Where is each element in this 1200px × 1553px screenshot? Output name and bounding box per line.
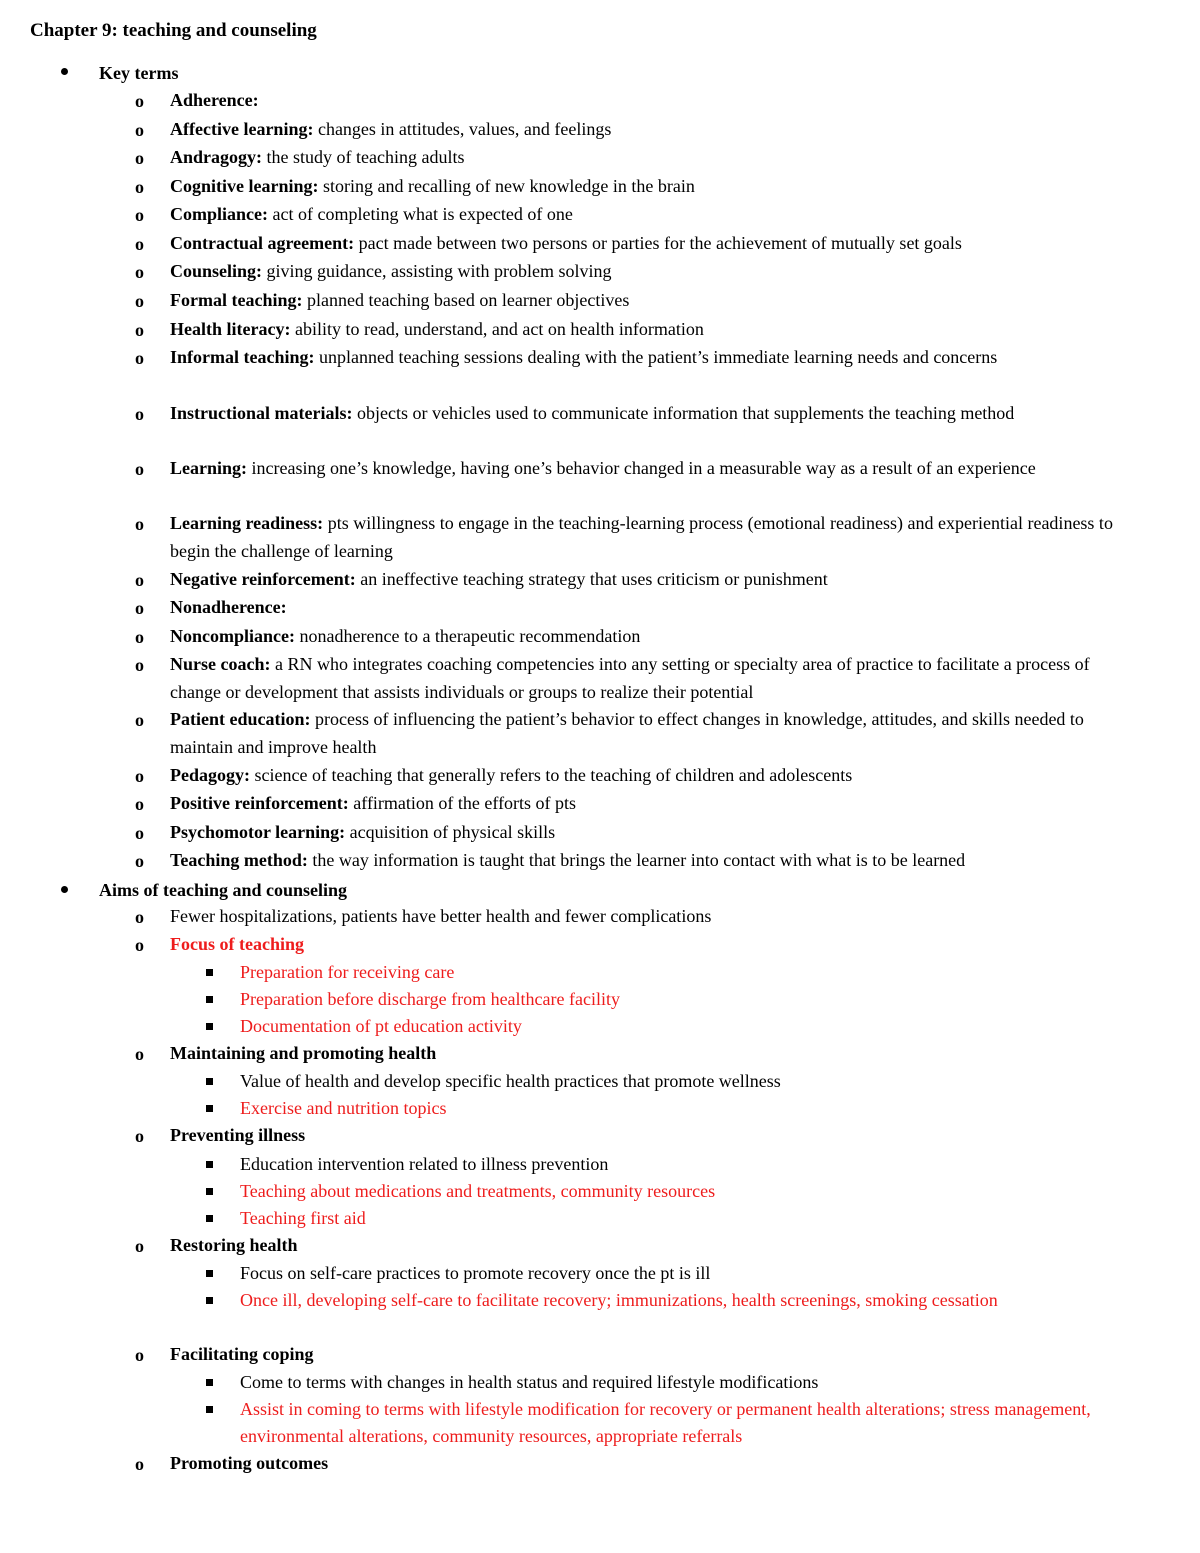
aim-item: Maintaining and promoting health (170, 1043, 437, 1063)
list-marker-icon: o (135, 120, 144, 140)
term-label: Formal teaching: (170, 290, 303, 310)
list-marker-icon: o (135, 1044, 144, 1064)
key-term-item (170, 622, 1130, 650)
key-term-item (170, 761, 1130, 789)
key-term-item (170, 846, 1130, 874)
term-label: Adherence: (170, 90, 259, 110)
term-label: Teaching method: (170, 850, 308, 870)
list-marker-icon: o (135, 823, 144, 843)
aim-item: Fewer hospitalizations, patients have better health and fewer complications (170, 906, 712, 926)
term-definition: increasing one’s knowledge, having one’s behavior changed in a measurable way as a result of an experience (247, 458, 1036, 478)
aim-item: Preventing illness (170, 1125, 306, 1145)
aim-subitem: Preparation for receiving care (240, 962, 455, 982)
bullet-icon (61, 68, 68, 75)
list-marker-icon: o (135, 91, 144, 111)
term-label: Health literacy: (170, 319, 291, 339)
list-marker-icon: o (135, 320, 144, 340)
key-term-item (170, 509, 1130, 565)
aim-subitem: Documentation of pt education activity (240, 1016, 522, 1036)
term-label: Noncompliance: (170, 626, 295, 646)
list-marker-icon: o (135, 205, 144, 225)
key-term-item (170, 818, 1130, 846)
list-marker-icon: o (135, 851, 144, 871)
aim-subitem: Focus on self-care practices to promote recovery once the pt is ill (240, 1263, 711, 1283)
square-bullet-icon (206, 1188, 213, 1195)
term-label: Cognitive learning: (170, 176, 319, 196)
square-bullet-icon (206, 996, 213, 1003)
term-definition: storing and recalling of new knowledge in the brain (318, 176, 695, 196)
square-bullet-icon (206, 969, 213, 976)
term-label: Pedagogy: (170, 765, 250, 785)
key-term-item (170, 257, 1130, 285)
section-heading: Aims of teaching and counseling (99, 880, 348, 900)
aim-subitem: Education intervention related to illness prevention (240, 1154, 609, 1174)
key-term-item (170, 86, 1130, 114)
term-definition: an ineffective teaching strategy that uses criticism or punishment (355, 569, 828, 589)
list-marker-icon: o (135, 1454, 144, 1474)
aim-item: Restoring health (170, 1235, 298, 1255)
aim-subitem: Preparation before discharge from healthcare facility (240, 989, 620, 1009)
key-term-item (170, 789, 1130, 817)
bullet-icon (61, 886, 68, 893)
list-marker-icon: o (135, 262, 144, 282)
list-marker-icon: o (135, 404, 144, 424)
term-definition: nonadherence to a therapeutic recommendation (295, 626, 641, 646)
square-bullet-icon (206, 1270, 213, 1277)
list-marker-icon: o (135, 766, 144, 786)
term-definition: acquisition of physical skills (345, 822, 556, 842)
list-marker-icon: o (135, 598, 144, 618)
term-label: Informal teaching: (170, 347, 315, 367)
aim-subitem: Assist in coming to terms with lifestyle modification for recovery or permanent health alterations; stress management, environmental alterations, community resources, appropriate referrals (240, 1399, 1091, 1446)
term-definition: pact made between two persons or parties for the achievement of mutually set goals (354, 233, 962, 253)
term-label: Counseling: (170, 261, 263, 281)
list-marker-icon: o (135, 627, 144, 647)
term-definition: act of completing what is expected of one (268, 204, 573, 224)
list-marker-icon: o (135, 907, 144, 927)
chapter-title: Chapter 9: teaching and counseling (30, 20, 317, 41)
term-label: Andragogy: (170, 147, 263, 167)
term-label: Nurse coach: (170, 654, 271, 674)
key-term-item (170, 286, 1130, 314)
term-definition: process of influencing the patient’s behavior to effect changes in knowledge, attitudes, and skills needed to maintain and improve health (170, 709, 1084, 757)
aim-item: Focus of teaching (170, 934, 304, 954)
key-term-item (170, 315, 1130, 343)
term-label: Patient education: (170, 709, 311, 729)
list-marker-icon: o (135, 1126, 144, 1146)
aim-subitem: Teaching first aid (240, 1208, 366, 1228)
list-marker-icon: o (135, 935, 144, 955)
list-marker-icon: o (135, 148, 144, 168)
key-term-item (170, 172, 1130, 200)
list-marker-icon: o (135, 1345, 144, 1365)
square-bullet-icon (206, 1406, 213, 1413)
term-label: Negative reinforcement: (170, 569, 356, 589)
term-label: Compliance: (170, 204, 268, 224)
square-bullet-icon (206, 1379, 213, 1386)
key-term-item (170, 705, 1130, 761)
list-marker-icon: o (135, 655, 144, 675)
square-bullet-icon (206, 1078, 213, 1085)
key-term-item (170, 229, 1130, 257)
list-marker-icon: o (135, 459, 144, 479)
term-label: Contractual agreement: (170, 233, 355, 253)
list-marker-icon: o (135, 348, 144, 368)
term-definition: objects or vehicles used to communicate information that supplements the teaching method (352, 403, 1015, 423)
key-term-item (170, 454, 1130, 482)
square-bullet-icon (206, 1105, 213, 1112)
key-term-item (170, 343, 1130, 371)
term-label: Affective learning: (170, 119, 314, 139)
aim-subitem: Value of health and develop specific health practices that promote wellness (240, 1071, 781, 1091)
square-bullet-icon (206, 1297, 213, 1304)
term-definition: the study of teaching adults (262, 147, 465, 167)
list-marker-icon: o (135, 710, 144, 730)
aim-item: Facilitating coping (170, 1344, 314, 1364)
term-definition: a RN who integrates coaching competencies into any setting or specialty area of practice to facilitate a process of change or development that assists individuals or groups to realize their potential (170, 654, 1090, 702)
term-definition: planned teaching based on learner objectives (302, 290, 630, 310)
key-term-item (170, 593, 1130, 621)
term-definition: changes in attitudes, values, and feelings (313, 119, 612, 139)
square-bullet-icon (206, 1023, 213, 1030)
square-bullet-icon (206, 1161, 213, 1168)
term-label: Positive reinforcement: (170, 793, 349, 813)
term-definition: unplanned teaching sessions dealing with the patient’s immediate learning needs and concerns (314, 347, 998, 367)
term-definition: the way information is taught that brings the learner into contact with what is to be learned (307, 850, 966, 870)
key-term-item (170, 650, 1130, 706)
key-term-item (170, 399, 1130, 427)
key-term-item (170, 200, 1130, 228)
section-heading: Key terms (99, 63, 179, 83)
key-term-item (170, 143, 1130, 171)
list-marker-icon: o (135, 1236, 144, 1256)
term-definition: ability to read, understand, and act on health information (290, 319, 704, 339)
square-bullet-icon (206, 1215, 213, 1222)
list-marker-icon: o (135, 234, 144, 254)
list-marker-icon: o (135, 291, 144, 311)
term-label: Nonadherence: (170, 597, 287, 617)
aim-subitem: Teaching about medications and treatments, community resources (240, 1181, 716, 1201)
key-term-item (170, 115, 1130, 143)
term-definition: science of teaching that generally refers to the teaching of children and adolescents (250, 765, 853, 785)
term-label: Psychomotor learning: (170, 822, 346, 842)
list-marker-icon: o (135, 570, 144, 590)
aim-subitem: Once ill, developing self-care to facilitate recovery; immunizations, health screenings, smoking cessation (240, 1290, 998, 1310)
list-marker-icon: o (135, 177, 144, 197)
list-marker-icon: o (135, 794, 144, 814)
aim-item: Promoting outcomes (170, 1453, 329, 1473)
term-label: Learning: (170, 458, 248, 478)
aim-subitem: Exercise and nutrition topics (240, 1098, 447, 1118)
term-label: Instructional materials: (170, 403, 353, 423)
term-definition: giving guidance, assisting with problem solving (262, 261, 612, 281)
aim-subitem: Come to terms with changes in health status and required lifestyle modifications (240, 1372, 819, 1392)
term-definition: pts willingness to engage in the teaching-learning process (emotional readiness) and experiential readiness to begin the challenge of learning (170, 513, 1113, 561)
term-definition: affirmation of the efforts of pts (348, 793, 577, 813)
term-label: Learning readiness: (170, 513, 324, 533)
list-marker-icon: o (135, 514, 144, 534)
key-term-item (170, 565, 1130, 593)
